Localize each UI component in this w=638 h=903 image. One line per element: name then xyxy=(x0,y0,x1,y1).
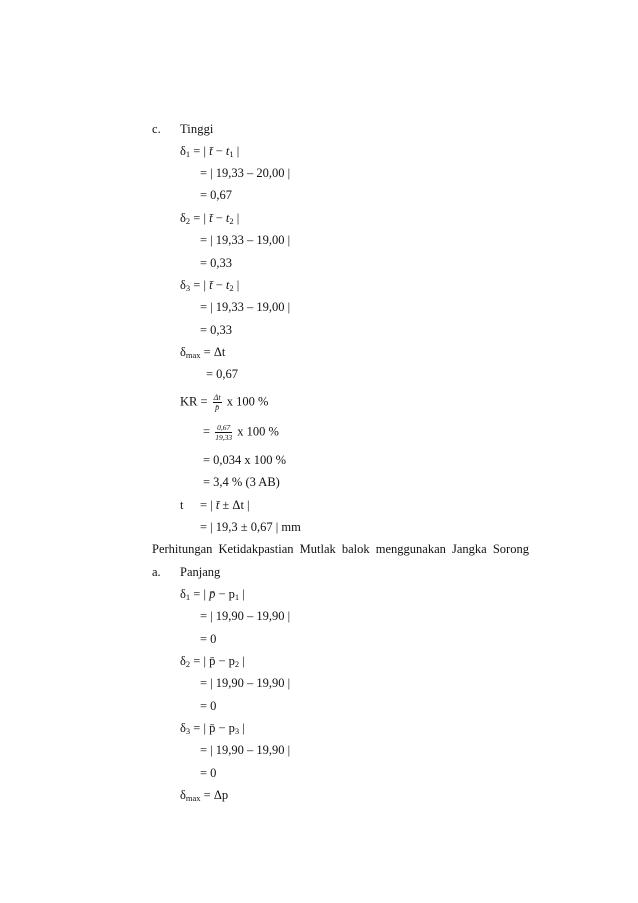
delta-2-formula xyxy=(180,210,239,226)
p-delta-1-result xyxy=(200,631,216,647)
p-delta-3-result xyxy=(200,765,216,781)
subscript: max xyxy=(185,350,201,360)
t-variable: t xyxy=(225,211,230,225)
delta-max-formula xyxy=(180,344,225,360)
kr-label: KR = xyxy=(180,394,211,409)
denominator: p̄ xyxy=(215,403,220,412)
percent-factor: x 100 % xyxy=(223,394,269,409)
subscript: 1 xyxy=(229,149,234,159)
minus: − xyxy=(212,144,226,158)
delta-1-formula xyxy=(180,143,239,159)
line-text: = | 19,3 ± 0,67 | mm xyxy=(200,520,301,534)
equals-sign: = xyxy=(203,424,214,439)
equals-bar: = | xyxy=(200,498,216,512)
marker-text: c. xyxy=(152,122,161,136)
line-text: = 0,33 xyxy=(200,256,233,270)
closing-bar: | xyxy=(233,144,240,158)
subscript: 1 xyxy=(185,149,191,159)
line-text: = 0,67 xyxy=(200,188,233,202)
t-variable: t xyxy=(225,144,230,158)
delta-symbol: δ xyxy=(180,654,186,668)
line-text: = | 19,90 – 19,90 | xyxy=(200,743,291,757)
minus: − xyxy=(212,278,226,292)
delta-symbol: δ xyxy=(180,278,186,292)
line-text: = 0 xyxy=(200,699,217,713)
line-text: = 0 xyxy=(200,632,217,646)
equals-bar: = | xyxy=(190,144,210,158)
denominator: 19,33 xyxy=(215,433,233,442)
equals-text: = | p̄ − p xyxy=(190,654,235,668)
closing-bar: | xyxy=(233,278,240,292)
closing-bar: | xyxy=(239,654,245,668)
equals-bar: = | xyxy=(190,587,210,601)
equals-text: = Δt xyxy=(200,345,226,359)
p-bar: p̄ xyxy=(209,587,216,601)
list-marker-c xyxy=(152,121,161,137)
t-bar: t̄ xyxy=(209,144,213,158)
subscript: 3 xyxy=(185,283,191,293)
minus-p: − p xyxy=(215,587,235,601)
section-title-tinggi xyxy=(180,121,214,137)
p-delta-2-substitution xyxy=(200,675,290,691)
p-delta-1-substitution xyxy=(200,608,290,624)
p-delta-1-formula xyxy=(180,586,245,602)
equals-text: = | p̄ − p xyxy=(190,721,235,735)
line-text: = | 19,90 – 19,90 | xyxy=(200,609,291,623)
t-formula xyxy=(200,497,250,513)
section-title-text: Tinggi xyxy=(180,122,214,136)
line-text: = 3,4 % (3 AB) xyxy=(203,475,280,489)
delta-1-substitution xyxy=(200,165,290,181)
kr-step xyxy=(203,452,286,468)
subscript: 2 xyxy=(185,659,191,669)
closing-bar: | xyxy=(233,211,240,225)
closing-bar: | xyxy=(239,721,245,735)
delta-2-substitution xyxy=(200,232,290,248)
t-bar: t̄ xyxy=(209,211,213,225)
equals-bar: = | xyxy=(190,278,210,292)
line-text: = 0,33 xyxy=(200,323,233,337)
equals-bar: = | xyxy=(190,211,210,225)
delta-2-result xyxy=(200,255,232,271)
line-text: = | 19,33 – 19,00 | xyxy=(200,300,291,314)
line-text: = 0,67 xyxy=(206,367,239,381)
paragraph-heading xyxy=(152,541,529,557)
delta-max-result xyxy=(206,366,238,382)
t-result xyxy=(200,519,301,535)
line-text: = | 19,90 – 19,90 | xyxy=(200,676,291,690)
subscript: 2 xyxy=(229,216,234,226)
fraction-values xyxy=(215,423,232,442)
t-bar: t̄ xyxy=(215,498,220,512)
kr-formula xyxy=(180,393,268,412)
delta-3-substitution xyxy=(200,299,290,315)
delta-symbol: δ xyxy=(180,144,186,158)
section-title-panjang xyxy=(180,564,220,580)
p-delta-2-result xyxy=(200,698,216,714)
list-marker-a xyxy=(152,564,161,580)
line-text: = 0 xyxy=(200,766,217,780)
delta-symbol: δ xyxy=(180,211,186,225)
minus: − xyxy=(212,211,226,225)
p-delta-3-formula xyxy=(180,720,245,736)
equals-text: = Δp xyxy=(200,788,229,802)
subscript: 2 xyxy=(185,216,191,226)
marker-text: a. xyxy=(152,565,161,579)
t-symbol: t xyxy=(180,498,184,512)
t-variable: t xyxy=(225,278,230,292)
line-text: = | 19,33 – 20,00 | xyxy=(200,166,291,180)
delta-symbol: δ xyxy=(180,345,186,359)
plus-minus-text: ± Δt | xyxy=(219,498,250,512)
delta-3-formula xyxy=(180,277,239,293)
p-delta-max-formula xyxy=(180,787,228,803)
numerator: 0,67 xyxy=(217,423,231,432)
line-text: = 0,034 x 100 % xyxy=(203,453,287,467)
subscript: 1 xyxy=(185,592,191,602)
delta-symbol: δ xyxy=(180,721,186,735)
delta-symbol: δ xyxy=(180,788,186,802)
delta-symbol: δ xyxy=(180,587,186,601)
kr-substitution xyxy=(203,423,279,442)
fraction-delta-t-over-p xyxy=(213,393,222,412)
delta-1-result xyxy=(200,187,232,203)
section-title-text: Panjang xyxy=(180,565,221,579)
numerator: Δt xyxy=(213,393,221,402)
subscript: 2 xyxy=(234,659,240,669)
subscript: 3 xyxy=(234,726,240,736)
closing-bar: | xyxy=(239,587,245,601)
percent-factor: x 100 % xyxy=(234,424,279,439)
subscript: 1 xyxy=(234,592,240,602)
subscript: max xyxy=(185,793,201,803)
t-label xyxy=(180,497,183,513)
paragraph-text: Perhitungan Ketidakpastian Mutlak balok menggunakan Jangka Sorong xyxy=(152,542,529,556)
line-text: = | 19,33 – 19,00 | xyxy=(200,233,291,247)
p-delta-2-formula xyxy=(180,653,245,669)
delta-3-result xyxy=(200,322,232,338)
kr-result xyxy=(203,474,280,490)
subscript: 3 xyxy=(185,726,191,736)
subscript: 2 xyxy=(229,283,234,293)
t-bar: t̄ xyxy=(209,278,213,292)
p-delta-3-substitution xyxy=(200,742,290,758)
